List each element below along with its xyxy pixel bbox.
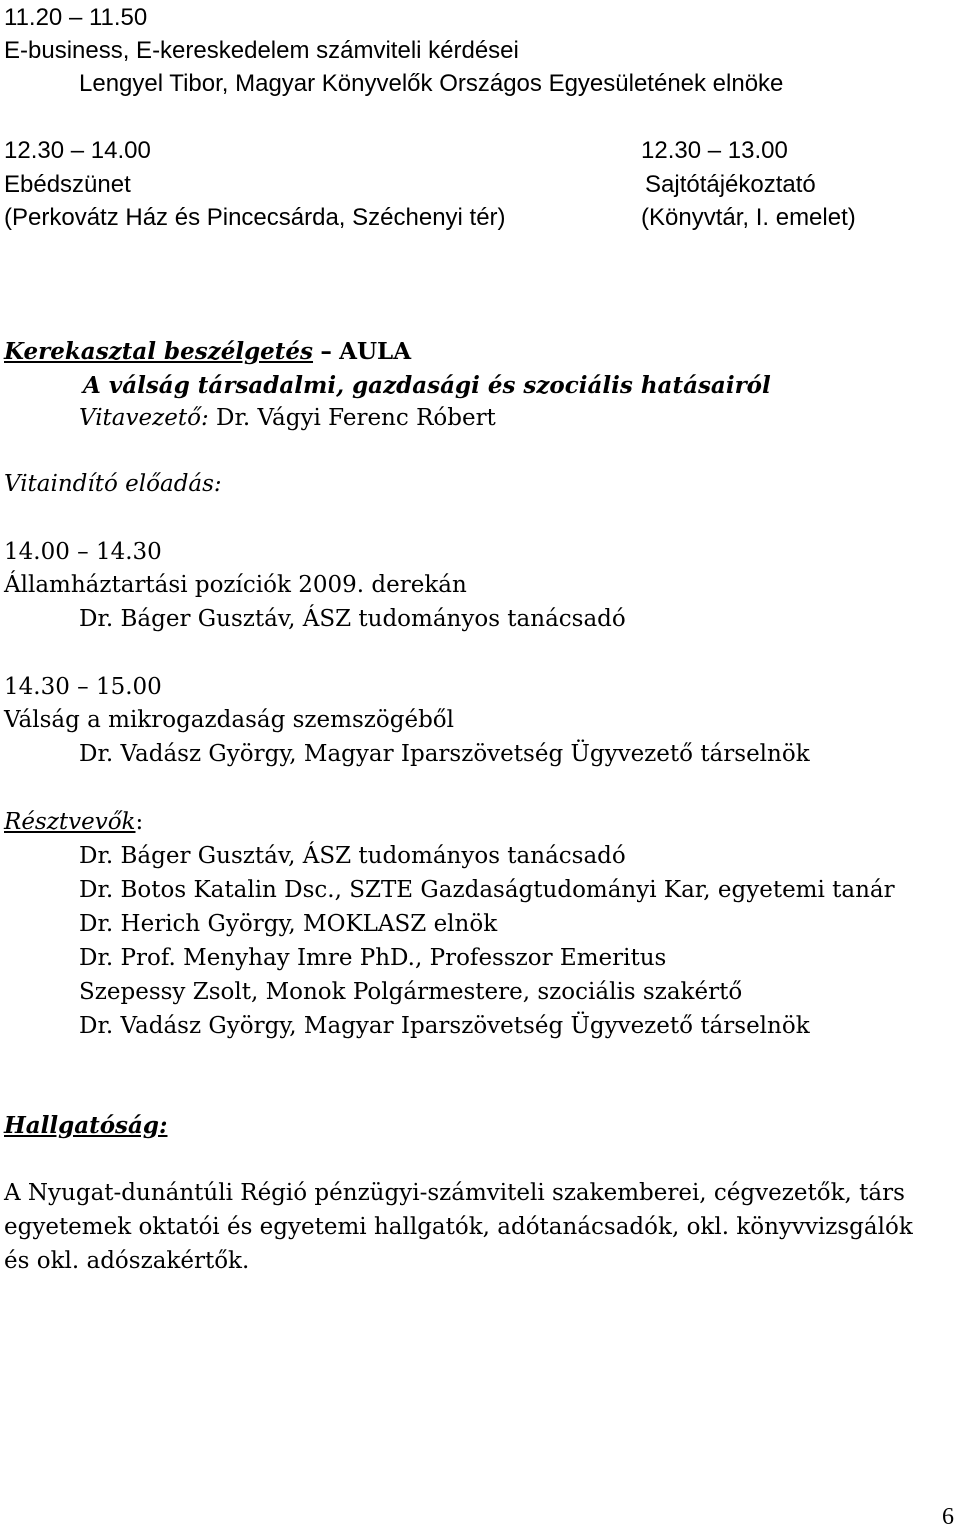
participant-item: Dr. Vadász György, Magyar Iparszövetség Ügyvezető társelnök xyxy=(79,1013,810,1039)
lunch-time: 12.30 – 14.00 xyxy=(4,137,151,164)
talk1-title: Államháztartási pozíciók 2009. derekán xyxy=(4,572,467,598)
lunch-title: Ebédszünet xyxy=(4,171,131,198)
talk1-time: 14.00 – 14.30 xyxy=(4,539,162,565)
talk2-speaker: Dr. Vadász György, Magyar Iparszövetség Ügyvezető társelnök xyxy=(79,741,810,767)
talk1-speaker: Dr. Báger Gusztáv, ÁSZ tudományos tanácsadó xyxy=(79,606,626,632)
audience-line: és okl. adószakértők. xyxy=(4,1248,250,1274)
page-number: 6 xyxy=(942,1504,954,1530)
session1-time: 11.20 – 11.50 xyxy=(4,4,148,31)
roundtable-topic: A válság társadalmi, gazdasági és szociális hatásairól xyxy=(83,372,771,399)
participants-heading xyxy=(4,811,143,834)
participants-label: Résztvevők xyxy=(4,809,136,835)
moderator-label: Vitavezető: xyxy=(79,405,209,431)
moderator-line xyxy=(79,407,496,430)
roundtable-heading-line xyxy=(4,340,411,364)
press-title: Sajtótájékoztató xyxy=(645,171,816,198)
participant-item: Dr. Botos Katalin Dsc., SZTE Gazdaságtudományi Kar, egyetemi tanár xyxy=(79,877,895,903)
press-place: (Könyvtár, I. emelet) xyxy=(641,204,856,231)
keynote-label: Vitaindító előadás: xyxy=(4,471,222,497)
participant-item: Dr. Prof. Menyhay Imre PhD., Professzor Emeritus xyxy=(79,945,667,971)
participant-item: Dr. Herich György, MOKLASZ elnök xyxy=(79,911,498,937)
talk2-time: 14.30 – 15.00 xyxy=(4,674,162,700)
participants-colon: : xyxy=(135,809,144,835)
participant-item: Szepessy Zsolt, Monok Polgármestere, szociális szakértő xyxy=(79,979,743,1005)
participant-item: Dr. Báger Gusztáv, ÁSZ tudományos tanácsadó xyxy=(79,843,626,869)
roundtable-dash: – xyxy=(320,338,332,365)
session1-title: E-business, E-kereskedelem számviteli kérdései xyxy=(4,37,519,64)
lunch-place: (Perkovátz Ház és Pincecsárda, Széchenyi tér) xyxy=(4,204,506,231)
roundtable-heading: Kerekasztal beszélgetés xyxy=(4,338,314,365)
moderator-name: Dr. Vágyi Ferenc Róbert xyxy=(216,405,496,431)
audience-line: A Nyugat-dunántúli Régió pénzügyi-számviteli szakemberei, cégvezetők, társ xyxy=(4,1180,905,1206)
roundtable-venue: AULA xyxy=(339,338,412,365)
talk2-title: Válság a mikrogazdaság szemszögéből xyxy=(4,707,454,733)
press-time: 12.30 – 13.00 xyxy=(641,137,788,164)
session1-speaker: Lengyel Tibor, Magyar Könyvelők Országos Egyesületének elnöke xyxy=(79,70,784,97)
audience-heading: Hallgatóság: xyxy=(4,1112,168,1139)
audience-line: egyetemek oktatói és egyetemi hallgatók, adótanácsadók, okl. könyvvizsgálók xyxy=(4,1214,913,1240)
